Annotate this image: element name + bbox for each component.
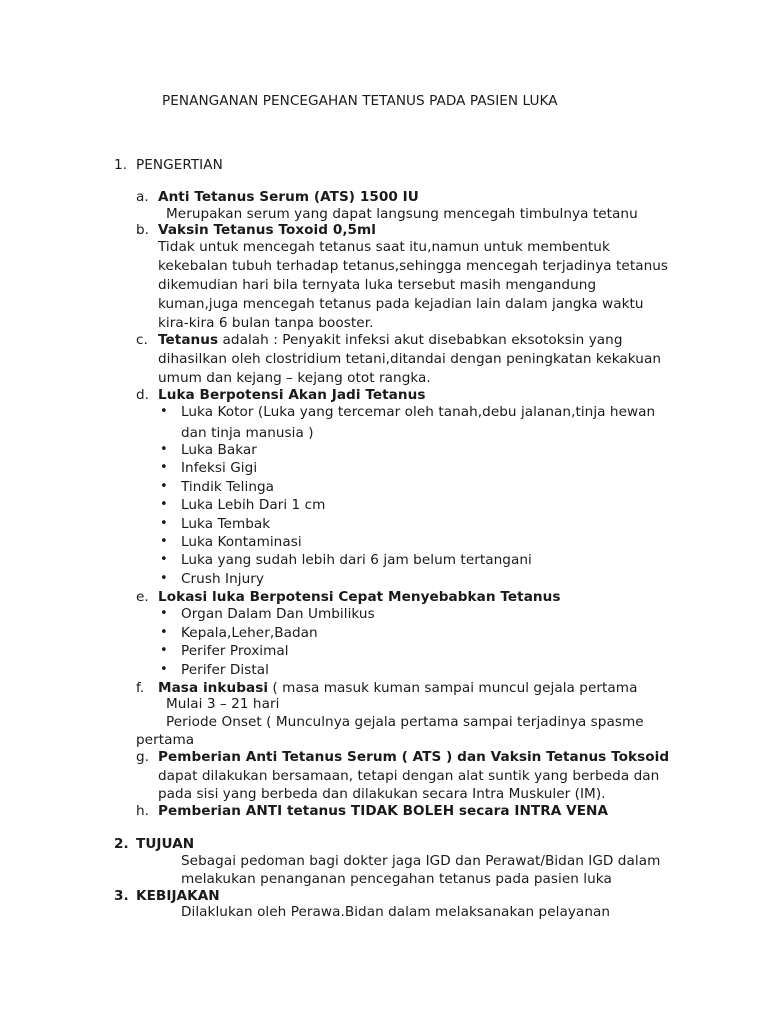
section-3-text-line: Dilaklukan oleh Perawa.Bidan dalam melaksanakan pelayanan [181,904,611,920]
item-heading-g: Pemberian Anti Tetanus Serum ( ATS ) dan Vaksin Tetanus Toksoid [158,749,670,765]
bullet-marker: • [160,571,168,586]
item-b-text-line: dikemudian hari bila ternyata luka tersebut masih mengandung [158,277,597,293]
bullet-item: Kepala,Leher,Badan [181,625,318,641]
item-a-text: Merupakan serum yang dapat langsung mencegah timbulnya tetanu [166,206,638,222]
item-marker-d: d. [136,387,150,403]
section-heading-tujuan: TUJUAN [136,836,195,852]
item-c-line1-rest: adalah : Penyakit infeksi akut disebabkan eksotoksin yang [218,332,623,348]
bullet-marker: • [160,534,168,549]
bullet-item: Perifer Proximal [181,643,289,659]
bullet-marker: • [160,460,168,475]
bullet-item: Luka yang sudah lebih dari 6 jam belum tertangani [181,552,532,568]
item-marker-g: g. [136,749,150,765]
item-b-text-line: kira-kira 6 bulan tanpa booster. [158,315,374,331]
item-f-line4: pertama [136,732,195,748]
item-f-line3: Periode Onset ( Munculnya gejala pertama sampai terjadinya spasme [166,714,644,730]
section-2-text-line: Sebagai pedoman bagi dokter jaga IGD dan Perawat/Bidan IGD dalam [181,853,661,869]
item-marker-c: c. [136,332,148,348]
item-c-line1 [158,331,623,349]
section-number-1: 1. [114,157,128,173]
bullet-marker: • [160,552,168,567]
bullet-item-luka-kotor-cont: dan tinja manusia ) [181,425,314,441]
section-number-2: 2. [114,836,129,852]
section-heading-pengertian: PENGERTIAN [136,157,223,173]
document-title: PENANGANAN PENCEGAHAN TETANUS PADA PASIEN LUKA [162,93,558,109]
bullet-item: Infeksi Gigi [181,460,258,476]
item-heading-a: Anti Tetanus Serum (ATS) 1500 IU [158,189,419,205]
item-c-text-line: umum dan kejang – kejang otot rangka. [158,370,431,386]
item-c-term: Tetanus [158,332,219,348]
item-b-text-line: kuman,juga mencegah tetanus pada kejadian lain dalam jangka waktu [158,296,644,312]
item-marker-f: f. [136,680,145,696]
bullet-marker: • [160,625,168,640]
section-number-3: 3. [114,888,129,904]
item-marker-h: h. [136,803,150,819]
bullet-marker: • [160,606,168,621]
bullet-item: Luka Bakar [181,442,257,458]
bullet-marker: • [160,404,168,419]
bullet-item: Perifer Distal [181,662,269,678]
bullet-marker: • [160,497,168,512]
item-heading-e: Lokasi luka Berpotensi Cepat Menyebabkan Tetanus [158,589,561,605]
bullet-item: Organ Dalam Dan Umbilikus [181,606,375,622]
bullet-marker: • [160,516,168,531]
item-marker-a: a. [136,189,149,205]
section-heading-kebijakan: KEBIJAKAN [136,888,220,904]
item-c-text-line: dihasilkan oleh clostridium tetani,ditandai dengan peningkatan kekakuan [158,351,661,367]
bullet-item: Crush Injury [181,571,264,587]
bullet-item-luka-kotor: Luka Kotor (Luka yang tercemar oleh tanah,debu jalanan,tinja hewan [181,404,656,420]
item-heading-h: Pemberian ANTI tetanus TIDAK BOLEH secara INTRA VENA [158,803,609,819]
item-f-line1-rest: ( masa masuk kuman sampai muncul gejala pertama [268,680,638,696]
item-marker-b: b. [136,222,150,238]
item-f-term: Masa inkubasi [158,680,269,696]
bullet-marker: • [160,662,168,677]
item-heading-d: Luka Berpotensi Akan Jadi Tetanus [158,387,426,403]
bullet-item: Tindik Telinga [181,479,275,495]
section-2-text-line: melakukan penanganan pencegahan tetanus pada pasien luka [181,871,612,887]
item-marker-e: e. [136,589,149,605]
bullet-marker: • [160,442,168,457]
item-b-text-line: kekebalan tubuh terhadap tetanus,sehingga mencegah terjadinya tetanus [158,258,669,274]
bullet-item: Luka Kontaminasi [181,534,302,550]
item-g-text-line: pada sisi yang berbeda dan dilakukan secara Intra Muskuler (IM). [158,786,606,802]
bullet-marker: • [160,643,168,658]
item-heading-b: Vaksin Tetanus Toxoid 0,5ml [158,222,376,238]
bullet-item: Luka Tembak [181,516,271,532]
item-b-text-line: Tidak untuk mencegah tetanus saat itu,namun untuk membentuk [158,239,610,255]
bullet-marker: • [160,479,168,494]
item-g-text-line: dapat dilakukan bersamaan, tetapi dengan alat suntik yang berbeda dan [158,768,660,784]
item-f-line2: Mulai 3 – 21 hari [166,696,280,712]
bullet-item: Luka Lebih Dari 1 cm [181,497,326,513]
